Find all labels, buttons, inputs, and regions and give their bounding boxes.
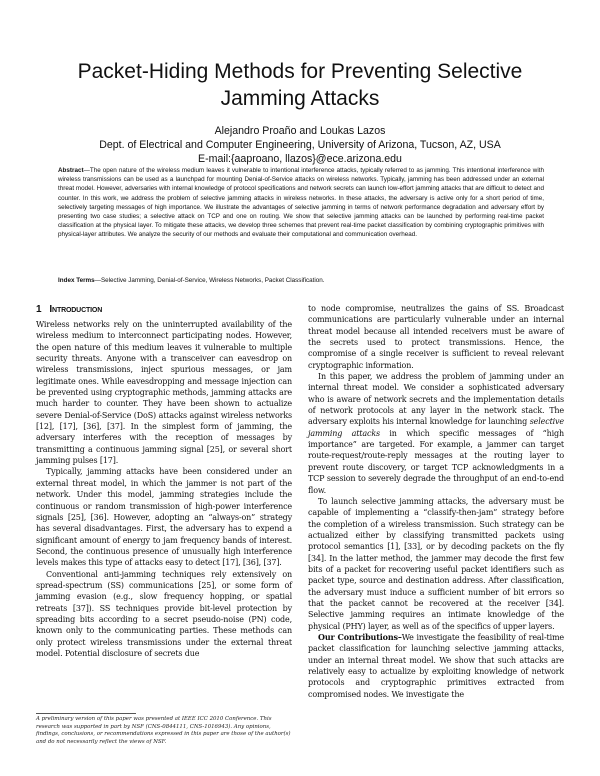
paper-title: Packet-Hiding Methods for Preventing Selective Jamming Attacks bbox=[77, 60, 523, 110]
right-column bbox=[308, 303, 564, 700]
paragraph bbox=[308, 632, 564, 700]
author-email: E-mail:{aaproano, llazos}@ece.arizona.edu bbox=[198, 153, 402, 165]
index-terms-text: —Selective Jamming, Denial-of-Service, Wireless Networks, Packet Classification. bbox=[94, 277, 325, 284]
section-number: 1 bbox=[36, 304, 42, 315]
paragraph-text: In this paper, we address the problem of jamming under an internal threat model. We consider a sophisticated adversary who is aware of network secrets and the implementation details of network protocols at any layer in the network stack. The adversary exploits his internal knowledge for launching bbox=[308, 372, 564, 427]
paragraph: Wireless networks rely on the uninterrupted availability of the wireless medium to interconnect participating nodes. However, the open nature of this medium leaves it vulnerable to multiple security threats. Anyone with a transceiver can eavesdrop on wireless transmissions, inject spurious messages, or jam legitimate ones. While eavesdropping and message injection can be prevented using cryptographic methods, jamming attacks are much harder to counter. They have been shown to actualize severe Denial-of-Service (DoS) attacks against wireless networks [12], [17], [36], [37]. In the simplest form of jamming, the adversary interferes with the reception of messages by transmitting a continuous jamming signal [25], or several short jamming pulses [17]. bbox=[36, 320, 292, 466]
paragraph: Conventional anti-jamming techniques rely extensively on spread-spectrum (SS) communications [25], or some form of jamming evasion (e.g., slow frequency hopping, or spatial retreats [37]). SS techniques provide bit-level protection by spreading bits according to a secret pseudo-noise (PN) code, known only to the communicating parties. These methods can only protect wireless transmissions under the external threat model. Potential disclosure of secrets due bbox=[36, 569, 292, 658]
abstract bbox=[58, 166, 544, 240]
paragraph-text: in which specific messages of “high importance” are targeted. For example, a jammer can target route-request/route-reply messages at the routing layer to prevent route discovery, or target TCP acknowledgments in a TCP session to severely degrade the throughput of an end-to-end flow. bbox=[308, 428, 565, 495]
section-title: Introduction bbox=[49, 304, 103, 315]
author-block bbox=[40, 124, 560, 166]
paragraph: to node compromise, neutralizes the gains of SS. Broadcast communications are particularly vulnerable under an internal threat model because all intended receivers must be aware of the secrets used to protect transmissions. Hence, the compromise of a single receiver is sufficient to reveal relevant cryptographic information. bbox=[308, 304, 564, 370]
index-terms bbox=[58, 276, 544, 285]
abstract-text: —The open nature of the wireless medium leaves it vulnerable to intentional interference attacks, typically referred to as jamming. This intentional interference with wireless transmissions can be used as a launchpad for mounting Denial-of-Service attacks on wireless networks. Typically, jamming has been addressed under an external threat model. However, adversaries with internal knowledge of protocol specifications and network secrets can launch low-effort jamming attacks that are difficult to detect and counter. In this work, we address the problem of selective jamming attacks in wireless networks. In these attacks, the adversary is active only for a short period of time, selectively targeting messages of high importance. We illustrate the advantages of selective jamming in terms of network performance degradation and adversary effort by presenting two case studies; a selective attack on TCP and one on routing. We show that selective jamming attacks can be launched by performing real-time packet classification at the physical layer. To mitigate these attacks, we develop three schemes that prevent real-time packet classification by combining cryptographic primitives with physical-layer attributes. We analyze the security of our methods and evaluate their computational and communication overhead. bbox=[58, 167, 544, 239]
section-heading bbox=[36, 303, 292, 317]
paragraph: Typically, jamming attacks have been considered under an external threat model, in which the jammer is not part of the network. Under this model, jamming strategies include the continuous or random transmission of high-power interference signals [25], [36]. However, adopting an “always-on” strategy has several disadvantages. First, the adversary has to expend a significant amount of energy to jam frequency bands of interest. Second, the continuous presence of unusually high interference levels makes this type of attacks easy to detect [17], [36], [37]. bbox=[36, 467, 292, 568]
left-column bbox=[36, 303, 292, 659]
paragraph-text: We investigate the feasibility of real-time packet classification for launching selective jamming attacks, under an internal threat model. We show that such attacks are relatively easy to actualize by exploiting knowledge of network protocols and cryptographic primitives extracted from compromised nodes. We investigate the bbox=[308, 632, 564, 699]
author-affiliation: Dept. of Electrical and Computer Engineering, University of Arizona, Tucson, AZ, USA bbox=[99, 139, 501, 151]
footnote-divider bbox=[36, 713, 136, 714]
index-terms-label: Index Terms bbox=[58, 277, 95, 284]
emphasis-text: selective jamming attacks bbox=[308, 417, 564, 438]
contributions-label: Our Contributions– bbox=[318, 631, 402, 642]
footnote: A preliminary version of this paper was presented at IEEE ICC 2010 Conference. This research was supported in part by NSF (CNS-0844111, CNS-1016943). Any opinions, findings, conclusions, or recommendations expressed in this paper are those of the author(s) and do not necessarily reflect the views of NSF. bbox=[36, 716, 291, 745]
author-names: Alejandro Proaño and Loukas Lazos bbox=[214, 125, 386, 137]
abstract-label: Abstract bbox=[58, 167, 84, 174]
paragraph: To launch selective jamming attacks, the adversary must be capable of implementing a “classify-then-jam” strategy before the completion of a wireless transmission. Such strategy can be actualized either by classifying transmitted packets using protocol semantics [1], [33], or by decoding packets on the fly [34]. In the latter method, the jammer may decode the first few bits of a packet for recovering useful packet identifiers such as packet type, source and destination address. After classification, the adversary must induce a sufficient number of bit errors so that the packet cannot be recovered at the receiver [34]. Selective jamming requires an intimate knowledge of the physical (PHY) layer, as well as of the specifics of upper layers. bbox=[308, 496, 564, 631]
paragraph bbox=[308, 371, 564, 496]
